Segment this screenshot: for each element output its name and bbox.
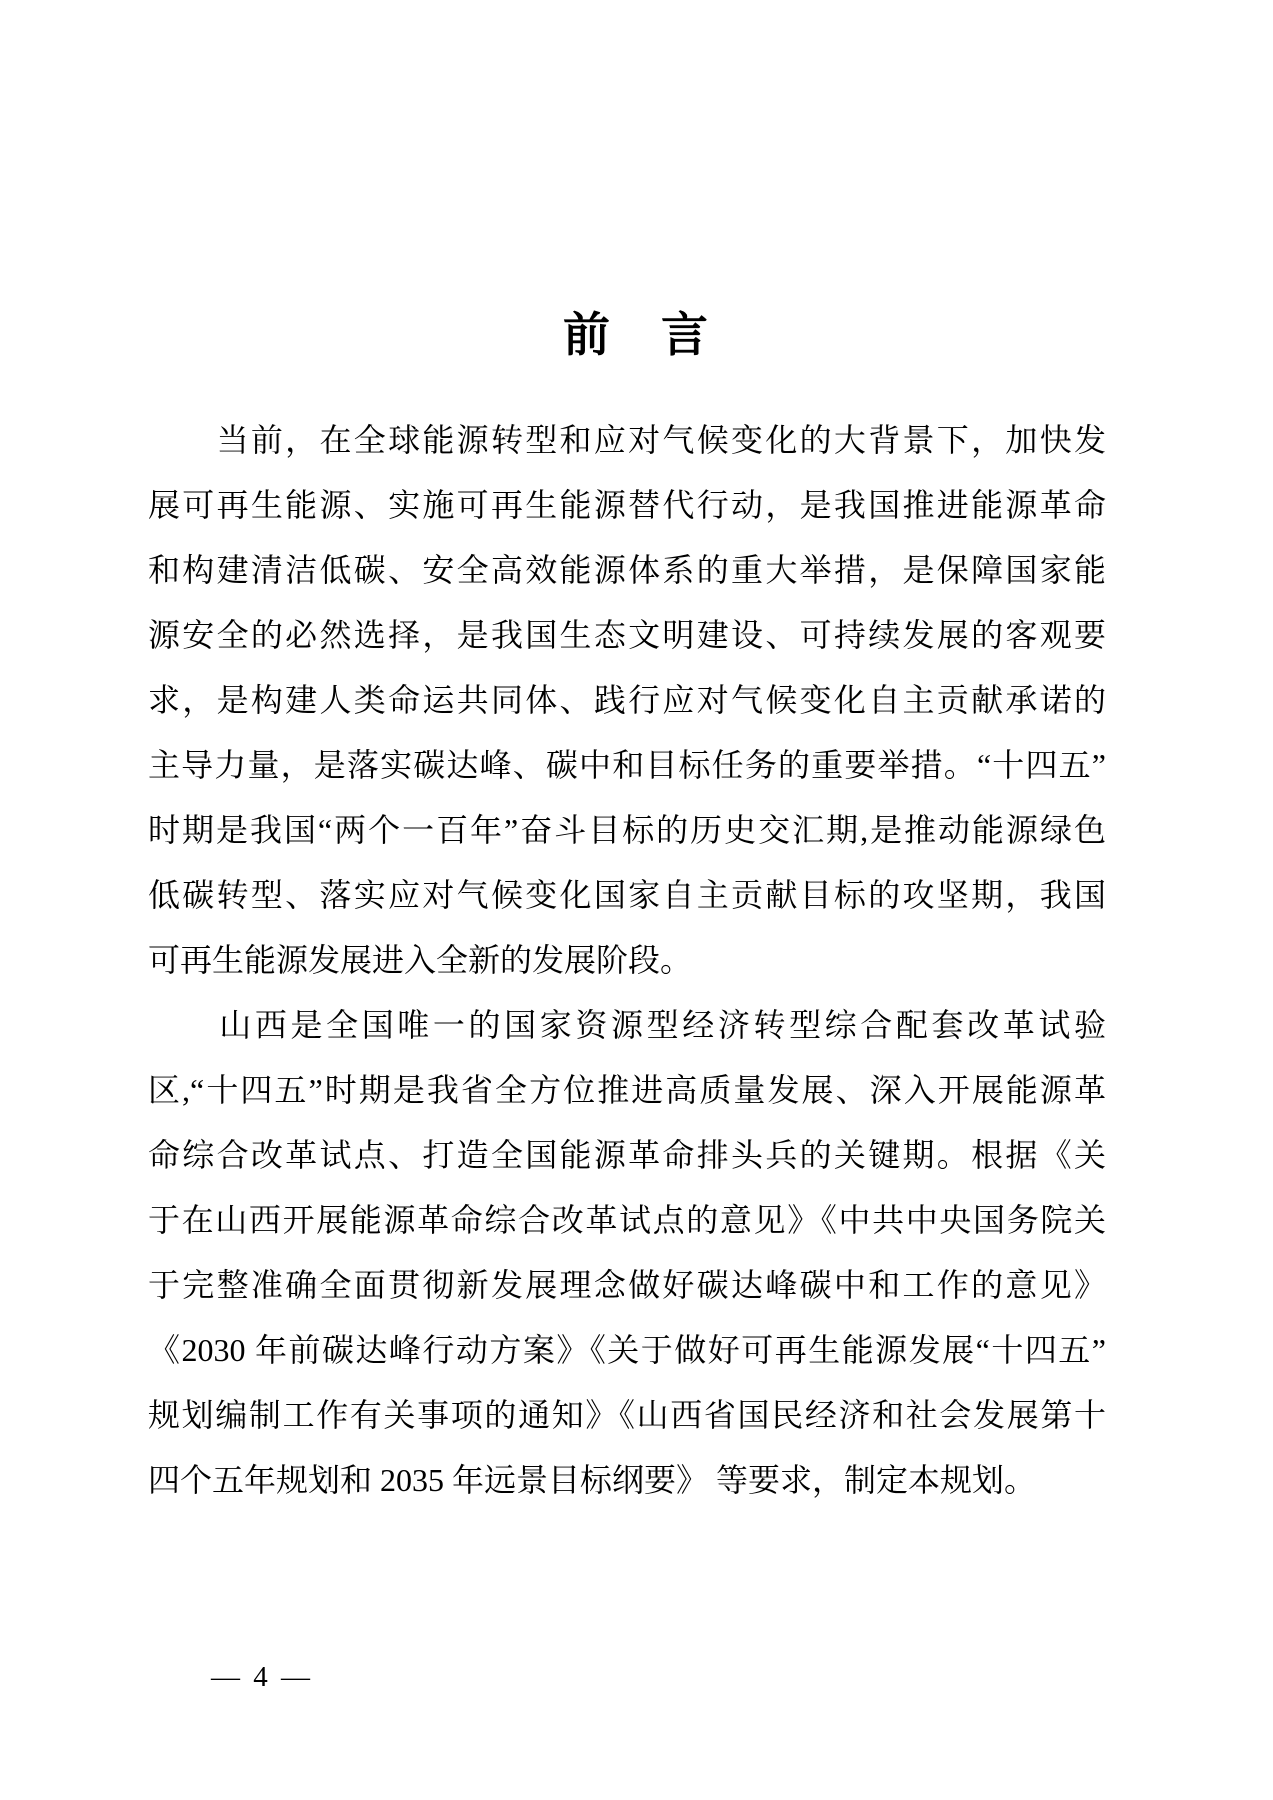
body-line: 于完整准确全面贯彻新发展理念做好碳达峰碳中和工作的意见》 xyxy=(148,1267,1106,1303)
body-line: 《2030 年前碳达峰行动方案》《关于做好可再生能源发展“十四五” xyxy=(148,1332,1106,1368)
body-line: 时期是我国“两个一百年”奋斗目标的历史交汇期,是推动能源绿色 xyxy=(148,812,1106,848)
body-line: 低碳转型、落实应对气候变化国家自主贡献目标的攻坚期，我国 xyxy=(148,877,1106,913)
page-title: 前 言 xyxy=(563,308,710,361)
body-line: 展可再生能源、实施可再生能源替代行动，是我国推进能源革命 xyxy=(148,487,1106,523)
body-line: 区,“十四五”时期是我省全方位推进高质量发展、深入开展能源革 xyxy=(148,1072,1106,1108)
body-line: 规划编制工作有关事项的通知》《山西省国民经济和社会发展第十 xyxy=(148,1397,1106,1433)
body-line: 源安全的必然选择，是我国生态文明建设、可持续发展的客观要 xyxy=(148,617,1106,653)
page-number: — 4 — xyxy=(211,1661,313,1693)
body-line: 当前，在全球能源转型和应对气候变化的大背景下，加快发 xyxy=(148,422,1106,458)
body-line: 求，是构建人类命运共同体、践行应对气候变化自主贡献承诺的 xyxy=(148,682,1106,718)
body-line: 和构建清洁低碳、安全高效能源体系的重大举措，是保障国家能 xyxy=(148,552,1106,588)
body-line: 于在山西开展能源革命综合改革试点的意见》《中共中央国务院关 xyxy=(148,1202,1106,1238)
body-line: 四个五年规划和 2035 年远景目标纲要》 等要求，制定本规划。 xyxy=(148,1462,1037,1498)
preface-body xyxy=(148,408,1106,1513)
body-line: 山西是全国唯一的国家资源型经济转型综合配套改革试验 xyxy=(148,1007,1106,1043)
body-line: 命综合改革试点、打造全国能源革命排头兵的关键期。根据《关 xyxy=(148,1137,1106,1173)
page-footer xyxy=(170,1628,313,1727)
body-line: 主导力量，是落实碳达峰、碳中和目标任务的重要举措。“十四五” xyxy=(148,747,1106,783)
body-line: 可再生能源发展进入全新的发展阶段。 xyxy=(148,942,693,978)
